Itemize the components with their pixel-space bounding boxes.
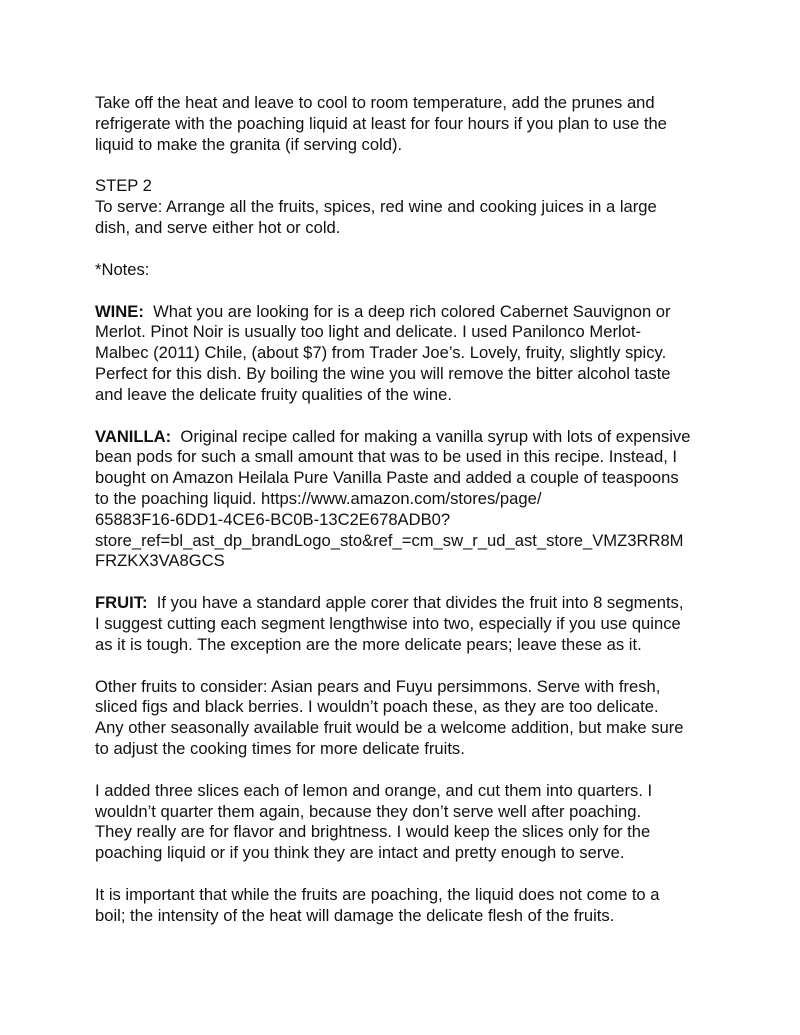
other-fruits-paragraph [95, 677, 740, 760]
text-line: boil; the intensity of the heat will damage the delicate flesh of the fruits. [95, 905, 615, 925]
heat-paragraph [95, 885, 740, 927]
text-line [95, 302, 740, 323]
text-line: liquid to make the granita (if serving cold). [95, 134, 403, 154]
text-line: Malbec (2011) Chile, (about $7) from Trader Joe’s. Lovely, fruity, slightly spicy. [95, 343, 667, 363]
text-line: bought on Amazon Heilala Pure Vanilla Paste and added a couple of teaspoons [95, 468, 679, 488]
text-line: 65883F16-6DD1-4CE6-BC0B-13C2E678ADB0? [95, 509, 451, 529]
vanilla-first-line: Original recipe called for making a vanilla syrup with lots of expensive [171, 426, 691, 446]
text-line: store_ref=bl_ast_dp_brandLogo_sto&ref_=cm_sw_r_ud_ast_store_VMZ3RR8M [95, 530, 684, 550]
text-line: and leave the delicate fruity qualities of the wine. [95, 384, 452, 404]
text-line: I suggest cutting each segment lengthwise into two, especially if you use quince [95, 613, 681, 633]
notes-heading [95, 260, 740, 281]
text-line: Any other seasonally available fruit would be a welcome addition, but make sure [95, 718, 684, 738]
text-line: Perfect for this dish. By boiling the wine you will remove the bitter alcohol taste [95, 363, 671, 383]
wine-first-line: What you are looking for is a deep rich colored Cabernet Sauvignon or [143, 301, 671, 321]
vanilla-note [95, 427, 740, 573]
notes-heading-text: *Notes: [95, 259, 150, 279]
step2-heading: STEP 2 [95, 176, 152, 196]
step1-paragraph [95, 93, 740, 155]
step2-paragraph [95, 176, 740, 238]
fruit-first-line: If you have a standard apple corer that divides the fruit into 8 segments, [147, 593, 684, 613]
text-line: dish, and serve either hot or cold. [95, 217, 341, 237]
text-line: poaching liquid or if you think they are intact and pretty enough to serve. [95, 843, 625, 863]
text-line: To serve: Arrange all the fruits, spices, red wine and cooking juices in a large [95, 197, 657, 217]
text-line [95, 593, 740, 614]
text-line: as it is tough. The exception are the more delicate pears; leave these as it. [95, 634, 642, 654]
text-line: Take off the heat and leave to cool to room temperature, add the prunes and [95, 93, 655, 112]
text-line: bean pods for such a small amount that was to be used in this recipe. Instead, I [95, 447, 678, 467]
text-line: Merlot. Pinot Noir is usually too light and delicate. I used Panilonco Merlot- [95, 322, 642, 342]
text-line [95, 427, 740, 448]
wine-label: WINE: [95, 301, 144, 321]
text-line: Other fruits to consider: Asian pears and Fuyu persimmons. Serve with fresh, [95, 676, 661, 696]
text-line: refrigerate with the poaching liquid at least for four hours if you plan to use the [95, 113, 667, 133]
text-line: to the poaching liquid. https://www.amazon.com/stores/page/ [95, 488, 542, 508]
wine-note [95, 302, 740, 406]
text-line: wouldn’t quarter them again, because they don’t serve well after poaching. [95, 801, 642, 821]
fruit-note [95, 593, 740, 655]
text-line: sliced figs and black berries. I wouldn’t poach these, as they are too delicate. [95, 697, 659, 717]
citrus-paragraph [95, 781, 740, 864]
text-line: They really are for flavor and brightness. I would keep the slices only for the [95, 822, 651, 842]
text-line: FRZKX3VA8GCS [95, 551, 225, 571]
vanilla-label: VANILLA: [95, 426, 172, 446]
fruit-label: FRUIT: [95, 593, 148, 613]
text-line: to adjust the cooking times for more delicate fruits. [95, 738, 465, 758]
text-line: I added three slices each of lemon and orange, and cut them into quarters. I [95, 780, 653, 800]
text-line: It is important that while the fruits are poaching, the liquid does not come to a [95, 884, 660, 904]
